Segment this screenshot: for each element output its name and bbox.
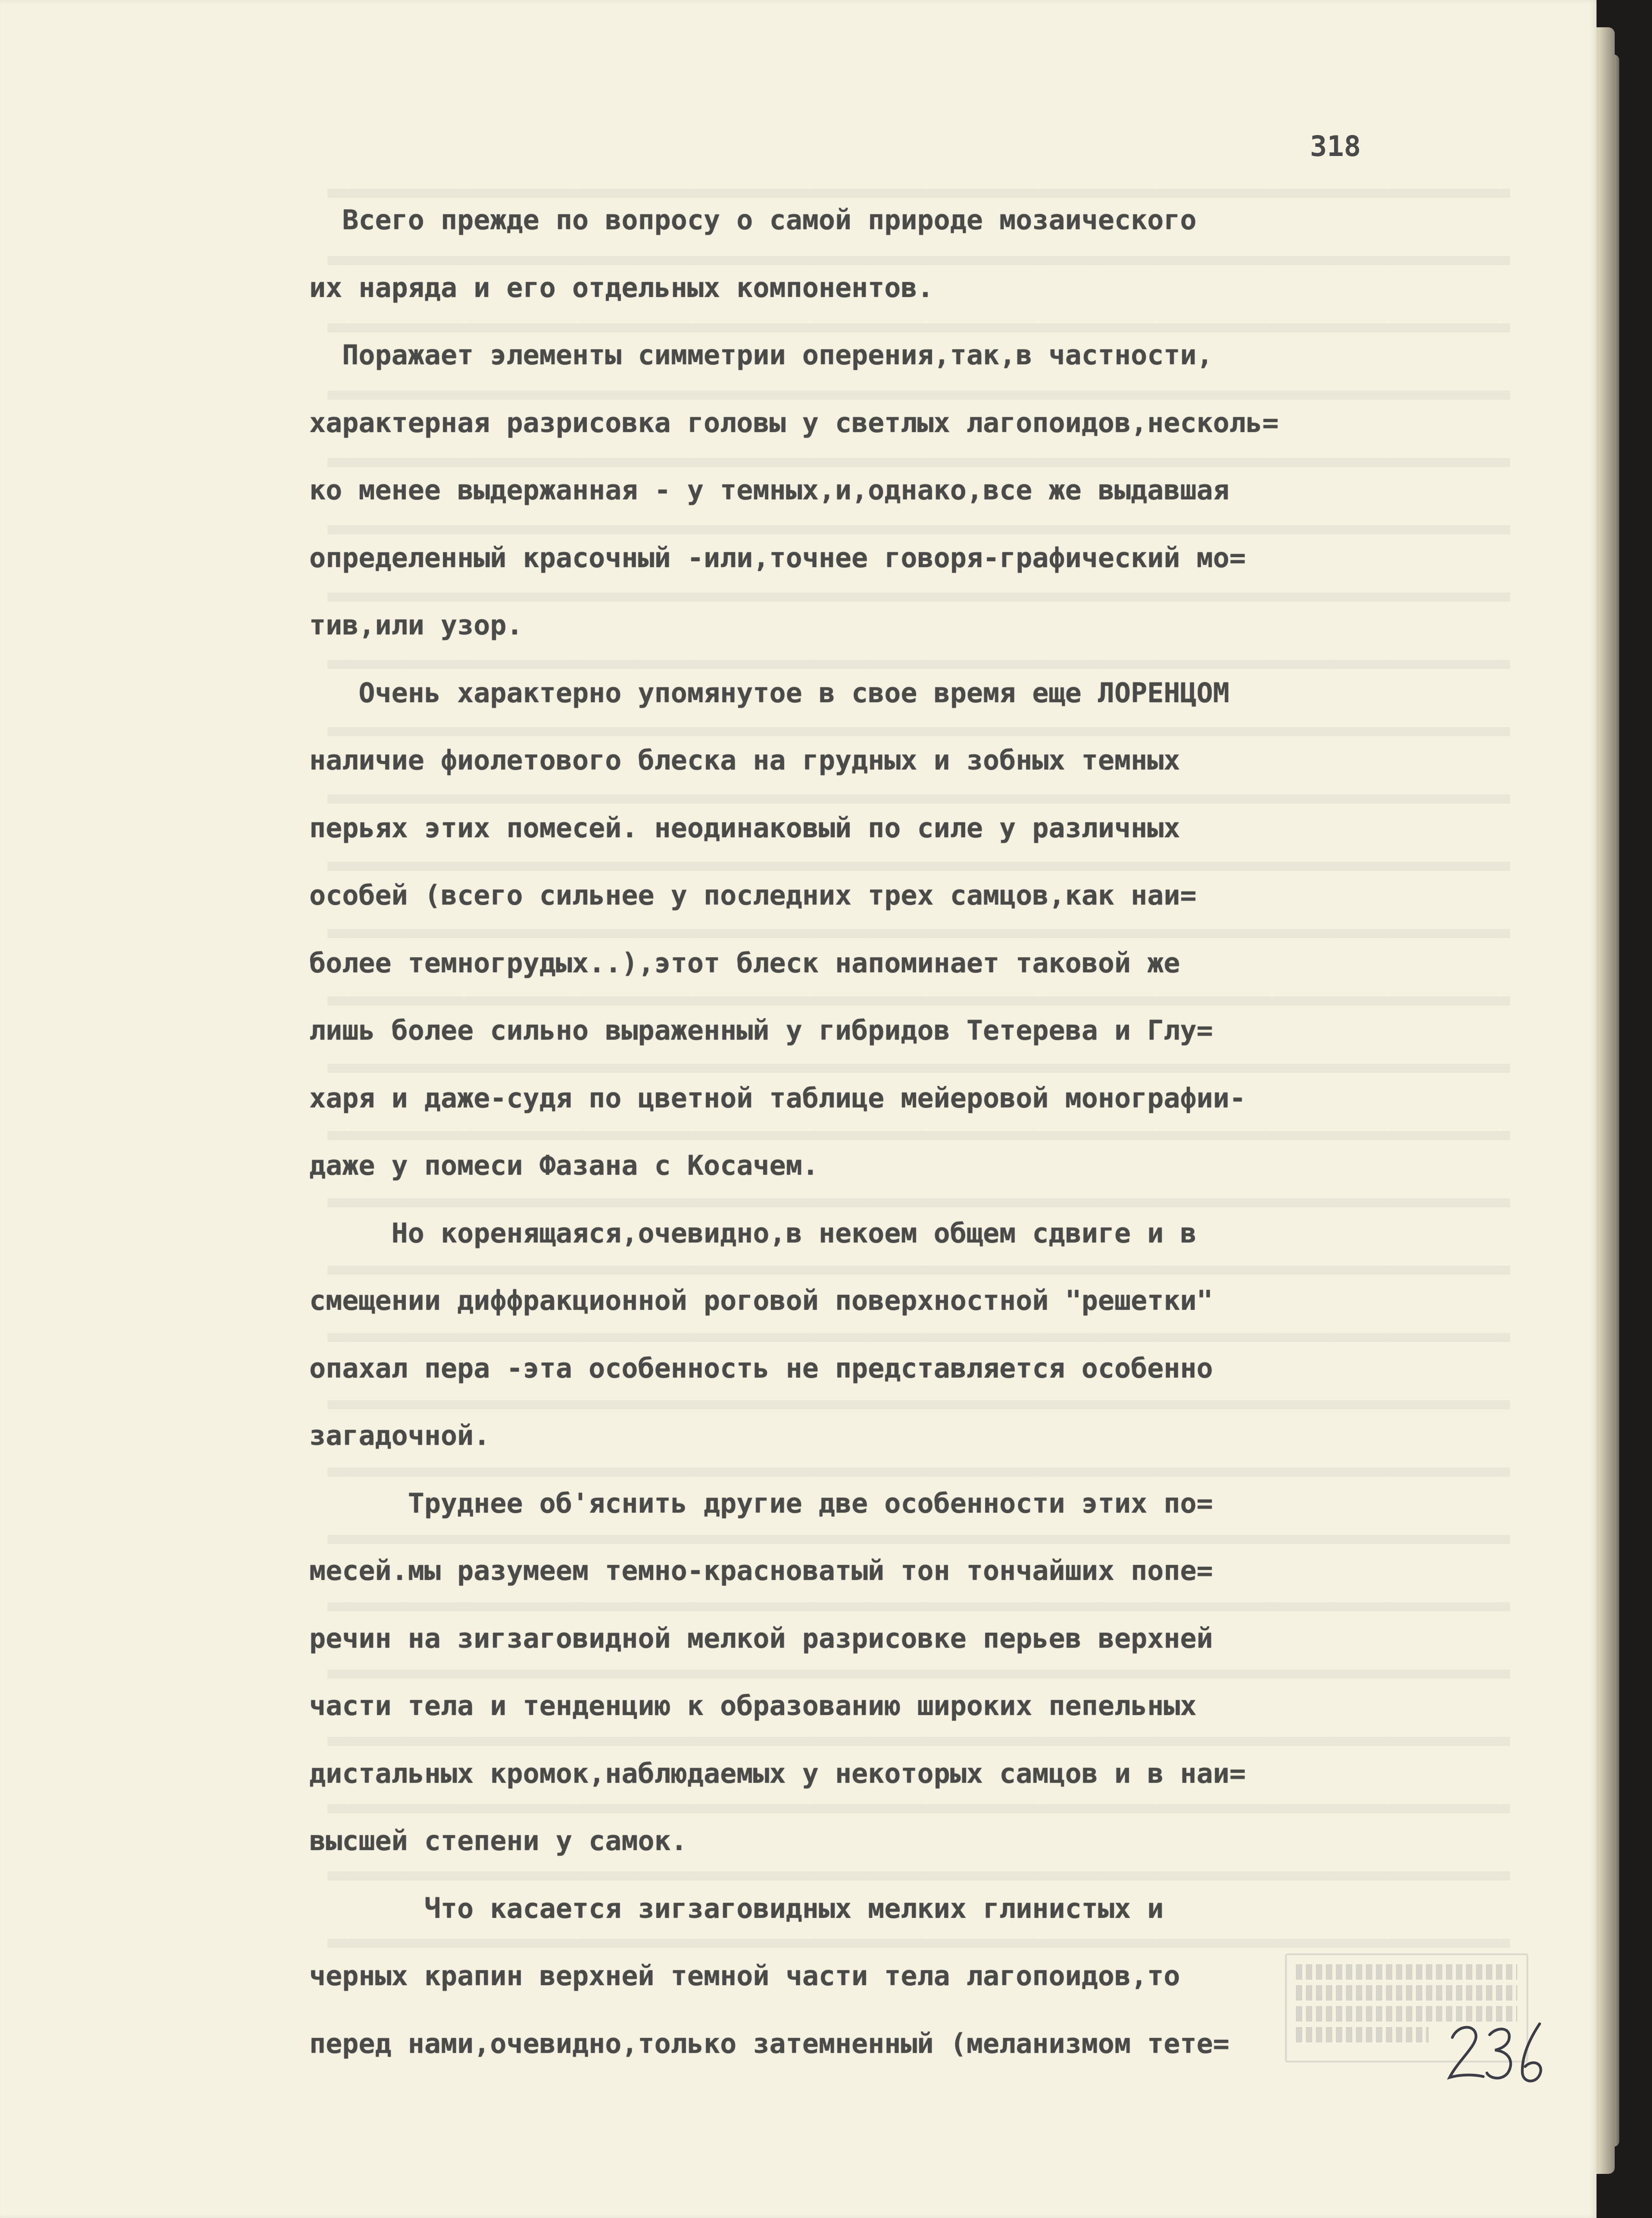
text-line: перьях этих помесей. неодинаковый по силе у различных [309,812,1180,844]
text-line: лишь более сильно выраженный у гибридов Тетерева и Глу= [309,1015,1213,1046]
text-line: загадочной. [309,1420,490,1452]
text-line: определенный красочный -или,точнее говоря-графический мо= [309,542,1246,574]
text-line: перед нами,очевидно,только затемненный (меланизмом тете= [309,2027,1229,2060]
text-line: харя и даже-судя по цветной таблице мейеровой монографии- [309,1082,1246,1114]
text-line: особей (всего сильнее у последних трех самцов,как наи= [309,880,1197,911]
page-number: 318 [1310,130,1361,163]
text-line: месей.мы разумеем темно-красноватый тон тончайших попе= [309,1555,1213,1587]
text-line: высшей степени у самок. [309,1825,687,1857]
text-line: части тела и тенденцию к образованию широких пепельных [309,1690,1197,1722]
text-line: характерная разрисовка головы у светлых лагопоидов,несколь= [309,407,1279,439]
text-line: опахал пера -эта особенность не представляется особенно [309,1352,1213,1384]
text-line: Но коренящаяся,очевидно,в некоем общем сдвиге и в [309,1217,1197,1249]
text-line: Очень характерно упомянутое в свое время еще ЛОРЕНЦОМ [309,677,1229,709]
text-line: дистальных кромок,наблюдаемых у некоторых самцов и в наи= [309,1757,1246,1790]
text-line: более темногрудых..),этот блеск напоминает таковой же [309,947,1180,979]
text-line: Что касается зигзаговидных мелких глинистых и [309,1892,1164,1925]
text-line: Поражает элементы симметрии оперения,так,в частности, [309,339,1213,371]
text-line: их наряда и его отдельных компонентов. [309,272,934,304]
text-line: смещении диффракционной роговой поверхностной "решетки" [309,1285,1213,1317]
text-line: речин на зигзаговидной мелкой разрисовке перьев верхней [309,1622,1213,1655]
text-line: Труднее об'яснить другие две особенности этих по= [309,1487,1213,1519]
text-line: ко менее выдержанная - у темных,и,однако,все же выдавшая [309,474,1229,506]
text-line: даже у помеси Фазана с Косачем. [309,1150,819,1182]
text-line: Всего прежде по вопросу о самой природе мозаического [309,204,1197,236]
text-line: наличие фиолетового блеска на грудных и зобных темных [309,744,1180,776]
typewritten-body [309,186,1565,2077]
text-line: черных крапин верхней темной части тела лагопоидов,то [309,1960,1180,1992]
handwritten-sheet-number [1444,2019,1553,2092]
text-line: тив,или узор. [309,609,523,641]
